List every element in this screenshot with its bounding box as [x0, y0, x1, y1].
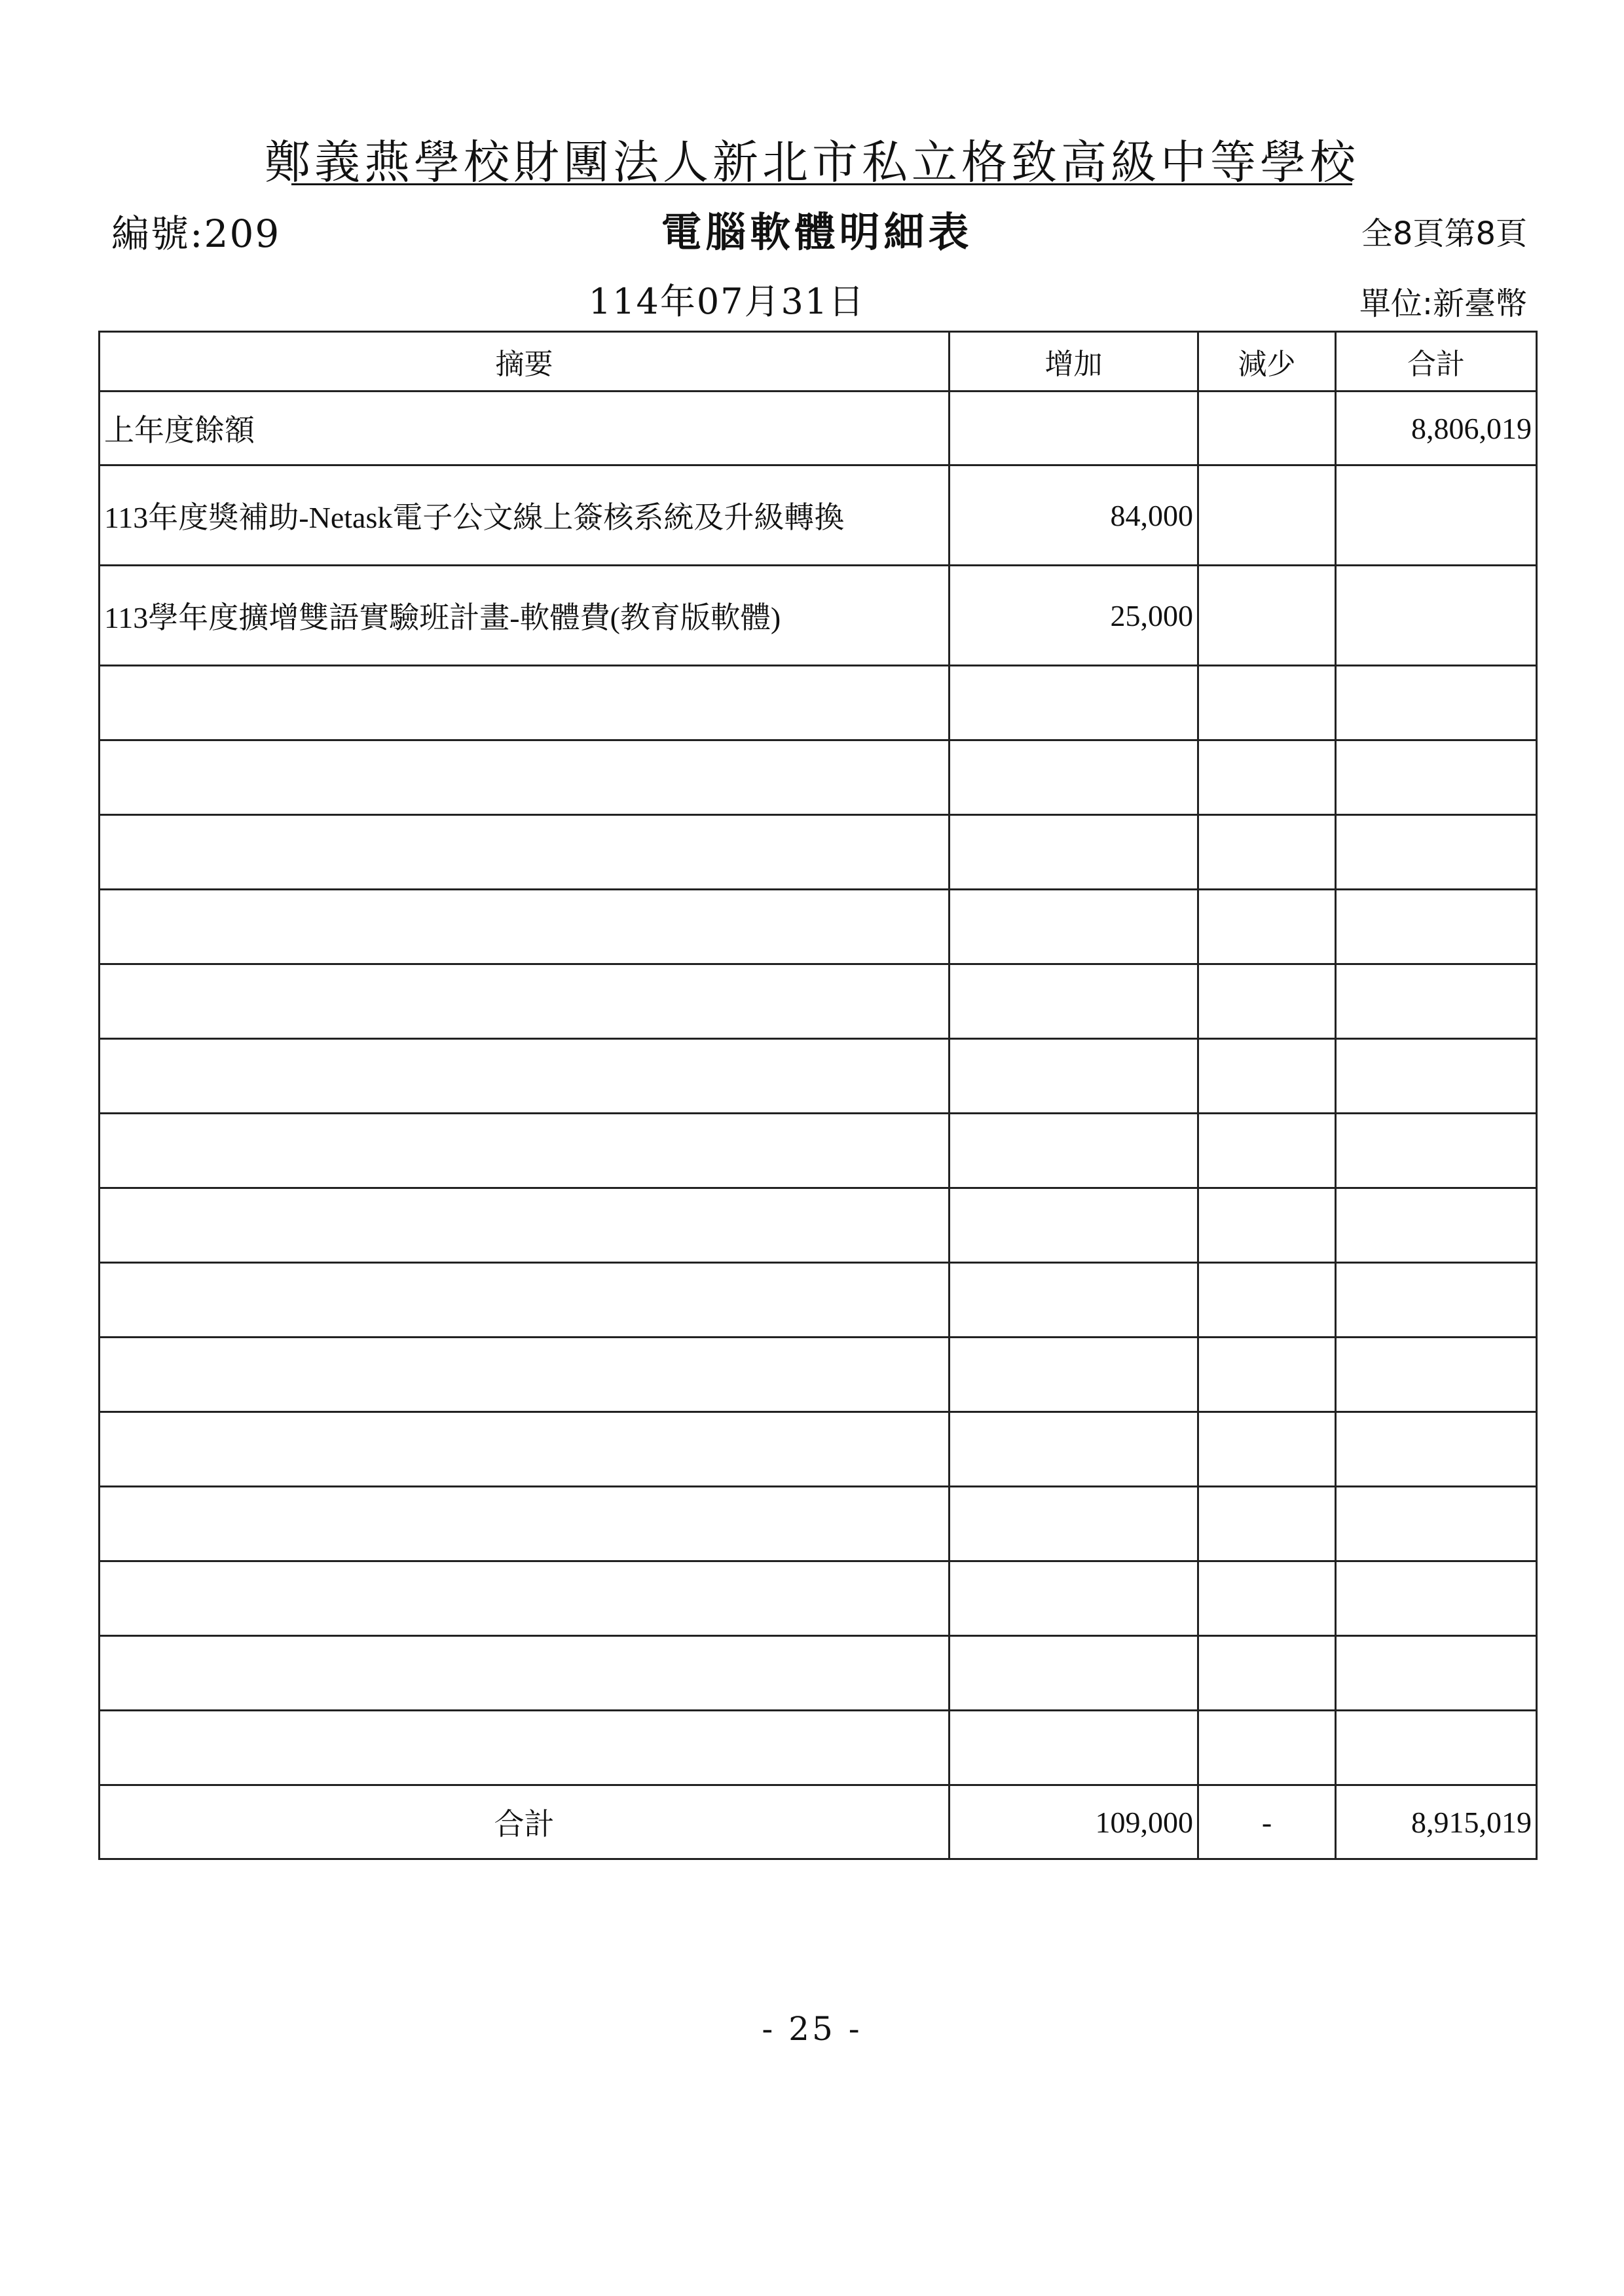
row-decrease [1198, 465, 1336, 566]
empty-row [100, 1487, 1537, 1561]
row-description: 113學年度擴增雙語實驗班計畫-軟體費(教育版軟體) [100, 566, 950, 666]
empty-row [100, 1412, 1537, 1487]
total-decrease: - [1198, 1785, 1336, 1859]
empty-row [100, 666, 1537, 740]
organization-name: 鄭義燕學校財團法人新北市私立格致高級中等學校 [265, 136, 1359, 189]
total-increase: 109,000 [950, 1785, 1198, 1859]
column-header-total: 合計 [1336, 332, 1537, 392]
table-row [100, 566, 1537, 666]
empty-row [100, 1711, 1537, 1785]
empty-row [100, 890, 1537, 964]
row-decrease [1198, 392, 1336, 465]
table-header-row [100, 332, 1537, 392]
empty-row [100, 1636, 1537, 1711]
row-increase: 84,000 [950, 465, 1198, 566]
page-number: - 25 - [762, 2010, 862, 2048]
empty-row [100, 1114, 1537, 1188]
row-total [1336, 465, 1537, 566]
row-description: 113年度獎補助-Netask電子公文線上簽核系統及升級轉換 [100, 465, 950, 566]
empty-row [100, 740, 1537, 815]
organization-underline [291, 183, 1352, 185]
column-header-increase: 增加 [950, 332, 1198, 392]
document-number: 編號:209 [111, 211, 281, 256]
total-row [100, 1785, 1537, 1859]
row-description: 上年度餘額 [100, 392, 950, 465]
row-decrease [1198, 566, 1336, 666]
page-info: 全8頁第8頁 [1361, 215, 1527, 252]
row-increase: 25,000 [950, 566, 1198, 666]
empty-row [100, 1263, 1537, 1338]
table-row [100, 465, 1537, 566]
empty-row [100, 1561, 1537, 1636]
empty-row [100, 1188, 1537, 1263]
column-header-description: 摘要 [100, 332, 950, 392]
currency-unit: 單位:新臺幣 [1359, 285, 1527, 322]
total-label: 合計 [100, 1785, 950, 1859]
column-header-decrease: 減少 [1198, 332, 1336, 392]
empty-row [100, 815, 1537, 890]
empty-row [100, 1338, 1537, 1412]
table-row [100, 392, 1537, 465]
total-amount: 8,915,019 [1336, 1785, 1537, 1859]
empty-row [100, 1039, 1537, 1114]
document-date: 114年07月31日 [588, 281, 866, 322]
row-increase [950, 392, 1198, 465]
software-detail-table [98, 331, 1538, 1860]
empty-row [100, 964, 1537, 1039]
row-total: 8,806,019 [1336, 392, 1537, 465]
row-total [1336, 566, 1537, 666]
document-title: 電腦軟體明細表 [661, 208, 973, 256]
